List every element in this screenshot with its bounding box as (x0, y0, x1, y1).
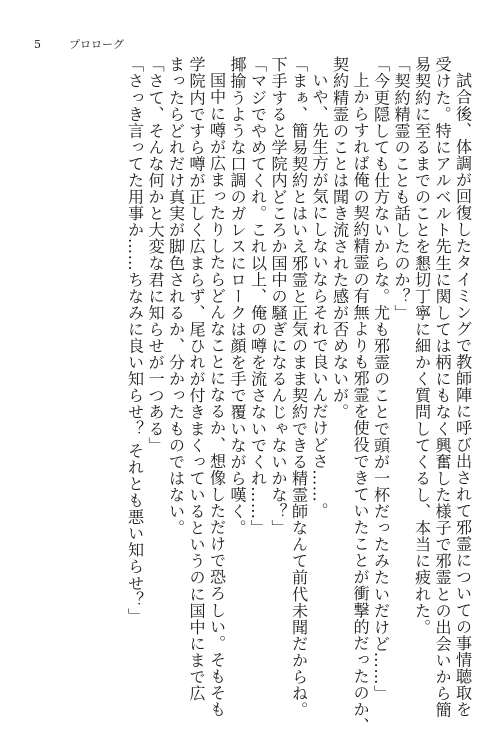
text-line: 「マジでやめてくれ。これ以上、俺の噂を流さないでくれ……」 (248, 56, 267, 536)
text-line: 「契約精霊のことも話したのか？」 (391, 56, 411, 321)
text-line: 上からすれば俺の契約精霊の有無よりも邪霊を使役できていたことが衝撃的だったのか、 (350, 72, 370, 734)
text-line: 下手すると学院内どころか国中の騒ぎになるんじゃないかな？」 (268, 56, 288, 536)
text-line: 易契約に至るまでのことを懇切丁寧に細かく質問してくるし、本当に疲れた。 (412, 56, 431, 636)
text-line: 「まぁ、簡易契約とはいえ邪霊と正気のまま契約できる精霊師なんて前代未聞だからね。 (289, 56, 308, 718)
text-line: 「今更隠しても仕方ないからな。尤も邪霊のことで頭が一杯だったみたいだけど……」 (371, 56, 390, 702)
text-line: 「さっき言ってた用事か……ちなみに良い知らせ？ それとも悪い知らせ？」 (125, 56, 144, 625)
page-header (34, 38, 124, 52)
chapter-title: プロローグ (69, 38, 124, 51)
text-line: 揶揄うような口調のガレスにロークは顔を手で覆いながら嘆く。 (227, 56, 247, 536)
text-line: 契約精霊のことは聞き流された感が否めないが。 (330, 56, 349, 421)
page-number: 5 (34, 38, 41, 51)
text-line: 試合後、体調が回復したタイミングで教師陣に呼び出されて邪霊についての事情聴取を (453, 72, 472, 718)
text-line: 受けた。特にアルベルト先生に関しては柄にもなく興奮した様子で邪霊との出会いから簡 (432, 56, 452, 718)
text-line: まったらどれだけ真実が脚色されるか、分かったものではない。 (166, 56, 185, 536)
text-line: 国中に噂が広まったりしたらどんなことになるか、想像しただけで恐ろしい。そもそも (207, 72, 226, 718)
text-line: 学院内ですら噂が正しく広まらず、尾ひれが付きまくっているというのに国中にまで広 (186, 56, 206, 702)
text-line: いや、先生方が気にしないならそれで良いんだけどさ……。 (309, 72, 329, 519)
novel-text-body (124, 56, 473, 734)
text-line: 「さて、そんな何かと大変な君に知らせが一つある」 (145, 56, 165, 454)
